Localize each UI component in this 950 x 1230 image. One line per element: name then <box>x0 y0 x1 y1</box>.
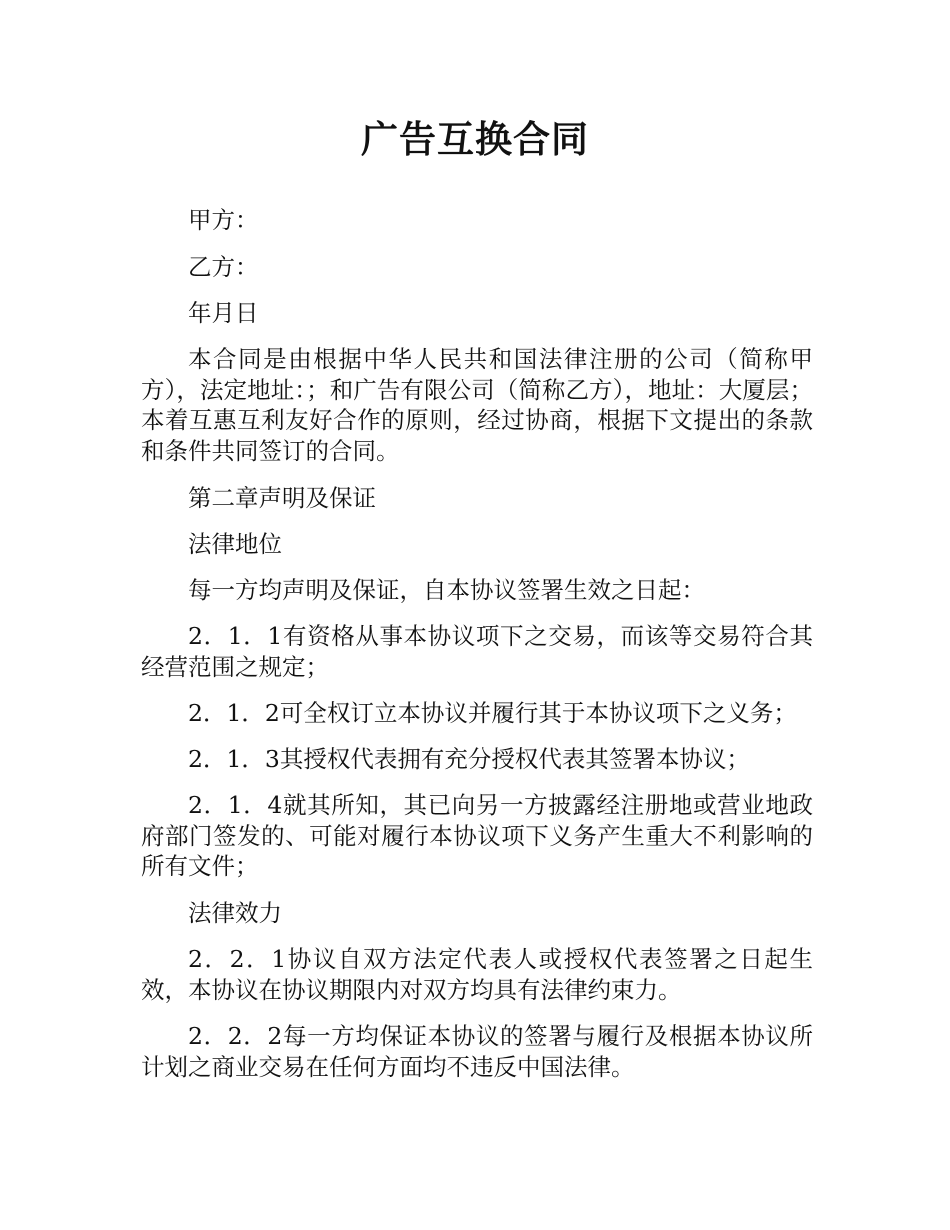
clause-2-1-1: 2．1．1有资格从事本协议项下之交易，而该等交易符合其经营范围之规定； <box>141 622 813 681</box>
document-title: 广告互换合同 <box>361 118 589 161</box>
clause-2-2-2: 2．2．2每一方均保证本协议的签署与履行及根据本协议所计划之商业交易在任何方面均不违反中国法律。 <box>141 1022 813 1081</box>
party-b-line: 乙方： <box>188 253 259 281</box>
date-line: 年月日 <box>188 299 259 327</box>
clause-2-2-1: 2．2．1协议自双方法定代表人或授权代表签署之日起生效，本协议在协议期限内对双方均具有法律约束力。 <box>141 945 813 1004</box>
section-heading-legal-effect: 法律效力 <box>188 899 282 927</box>
warranty-intro: 每一方均声明及保证，自本协议签署生效之日起： <box>188 576 705 604</box>
preamble-paragraph: 本合同是由根据中华人民共和国法律注册的公司（简称甲方），法定地址：；和广告有限公司（简称乙方），地址：大厦层；本着互惠互利友好合作的原则，经过协商，根据下文提出的条款和条件共同签订的合同。 <box>141 345 813 465</box>
party-a-line: 甲方： <box>188 206 259 234</box>
section-heading-legal-status: 法律地位 <box>188 530 282 558</box>
clause-2-1-3: 2．1．3其授权代表拥有充分授权代表其签署本协议； <box>188 745 750 773</box>
clause-2-1-2: 2．1．2可全权订立本协议并履行其于本协议项下之义务； <box>188 699 797 727</box>
chapter-heading: 第二章声明及保证 <box>188 484 376 512</box>
clause-2-1-4: 2．1．4就其所知，其已向另一方披露经注册地或营业地政府部门签发的、可能对履行本协议项下义务产生重大不利影响的所有文件； <box>141 791 813 880</box>
